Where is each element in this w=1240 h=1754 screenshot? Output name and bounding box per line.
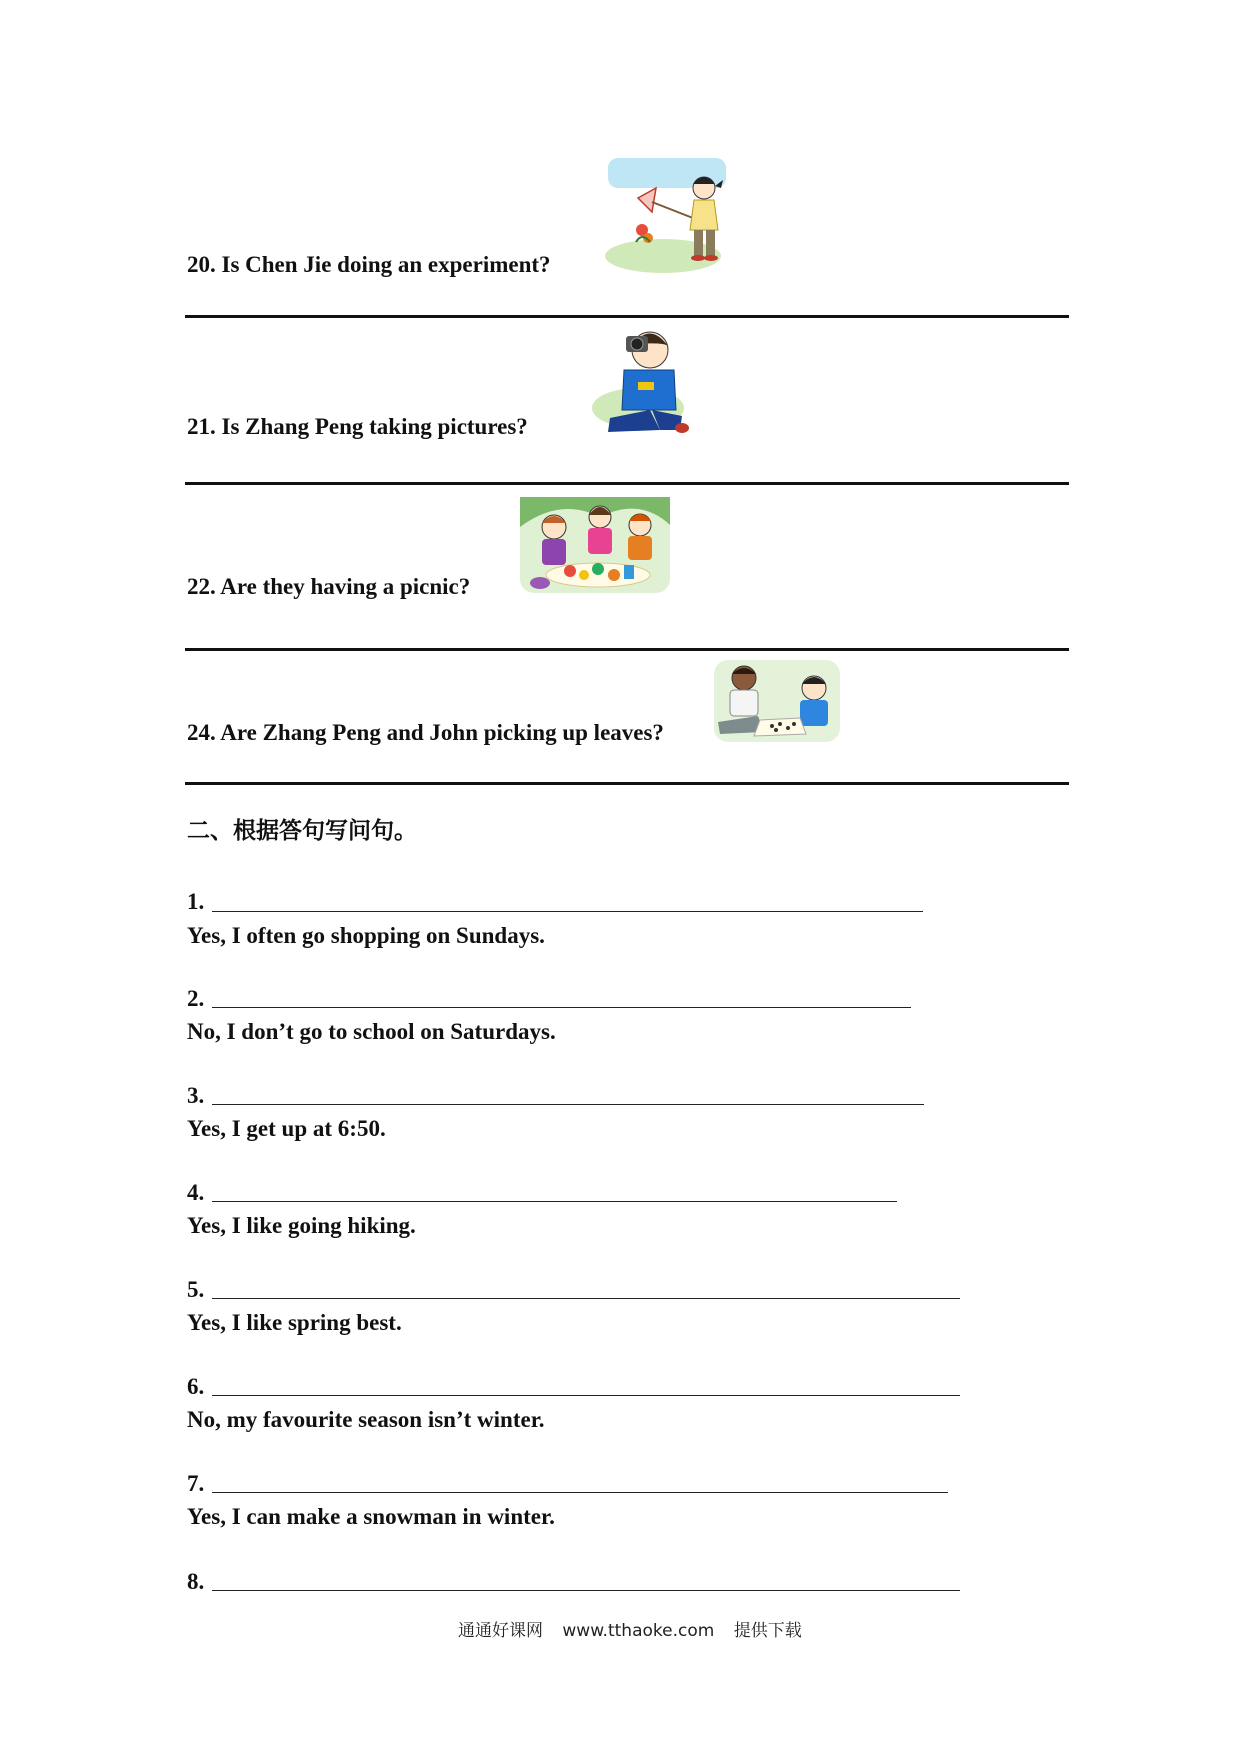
item-8-number: 8. [187,1569,205,1594]
item-1-blank[interactable] [212,911,923,912]
question-22: 22. Are they having a picnic? [187,574,471,599]
item-2-answer: No, I don’t go to school on Saturdays. [187,1019,556,1044]
item-8-blank[interactable] [212,1590,960,1591]
footer-site-name: 通通好课网 [458,1621,543,1641]
item-3-number: 3. [187,1083,205,1108]
footer-url[interactable]: www.tthaoke.com [562,1621,715,1641]
item-1-number: 1. [187,889,205,914]
question-24: 24. Are Zhang Peng and John picking up leaves? [187,720,664,745]
girl-catching-butterfly-illustration [608,158,726,274]
item-7-blank[interactable] [212,1492,948,1493]
answer-line-20 [185,315,1069,318]
page-footer [458,1623,816,1640]
item-4-number: 4. [187,1180,205,1205]
item-7-number: 7. [187,1471,205,1496]
item-2-blank[interactable] [212,1007,911,1008]
section-2-title: 二、根据答句写问句。 [187,818,417,844]
item-6-answer: No, my favourite season isn’t winter. [187,1407,545,1432]
item-5-blank[interactable] [212,1298,960,1299]
item-4-blank[interactable] [212,1201,897,1202]
question-21: 21. Is Zhang Peng taking pictures? [187,414,528,439]
item-1-answer: Yes, I often go shopping on Sundays. [187,923,545,948]
boys-playing-game-illustration [714,660,840,742]
footer-tagline: 提供下载 [733,1621,802,1641]
boy-with-camera-illustration [590,326,700,438]
item-3-answer: Yes, I get up at 6:50. [187,1116,386,1141]
item-3-blank[interactable] [212,1104,924,1105]
question-20: 20. Is Chen Jie doing an experiment? [187,252,551,277]
item-5-answer: Yes, I like spring best. [187,1310,402,1335]
answer-line-22 [185,648,1069,651]
item-2-number: 2. [187,986,205,1011]
item-6-blank[interactable] [212,1395,960,1396]
item-4-answer: Yes, I like going hiking. [187,1213,416,1238]
item-6-number: 6. [187,1374,205,1399]
answer-line-21 [185,482,1069,485]
item-5-number: 5. [187,1277,205,1302]
item-7-answer: Yes, I can make a snowman in winter. [187,1504,555,1529]
children-picnic-illustration [520,497,670,593]
answer-line-24 [185,782,1069,785]
